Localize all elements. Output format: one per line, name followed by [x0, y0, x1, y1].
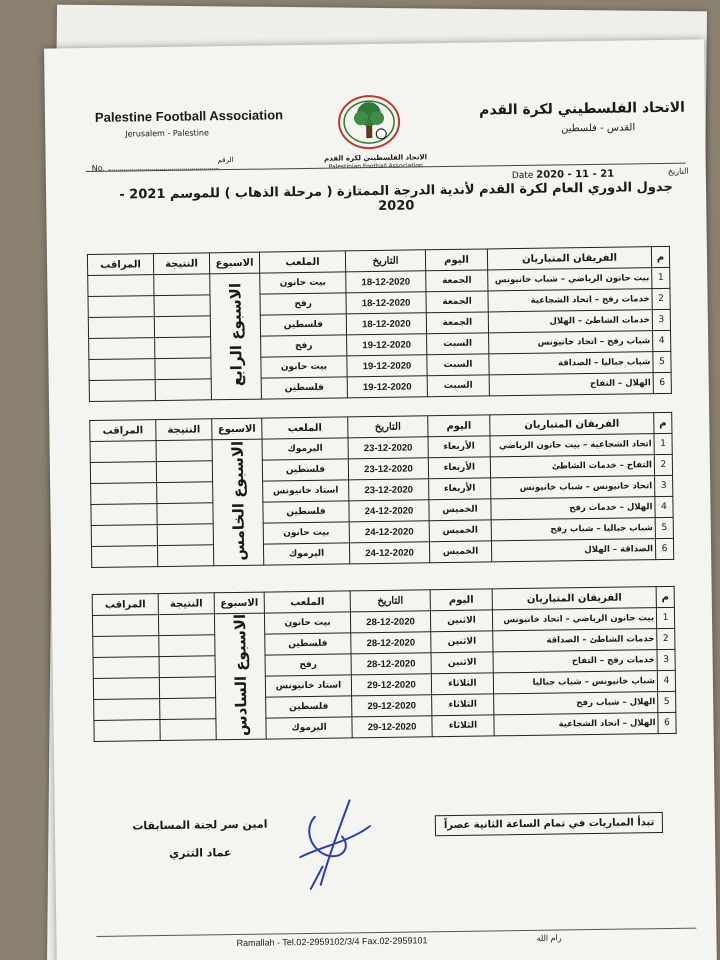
- result-cell: [157, 482, 213, 504]
- match-teams: خدمات رفح – التفاح: [493, 650, 657, 673]
- match-date: 23-12-2020: [348, 437, 428, 459]
- observer-cell: [91, 525, 157, 547]
- match-date: 28-12-2020: [350, 611, 430, 633]
- match-number: 2: [652, 288, 670, 309]
- match-day: السبت: [427, 333, 489, 355]
- match-venue: فلسطين: [261, 377, 347, 399]
- observer-cell: [89, 338, 155, 360]
- observer-cell: [90, 441, 156, 463]
- match-teams: الهلال – اتحاد الشجاعية: [494, 713, 658, 736]
- match-teams: بيت حانون الرياضي – شباب خانيونس: [488, 268, 652, 291]
- result-cell: [159, 677, 215, 699]
- observer-cell: [93, 678, 159, 700]
- match-day: الخميس: [429, 520, 491, 542]
- match-day: السبت: [427, 354, 489, 376]
- match-date: 19-12-2020: [347, 376, 427, 398]
- match-venue: فلسطين: [262, 459, 348, 481]
- date-value: 2020 - 11 - 21: [536, 168, 615, 181]
- org-name-en: Palestine Football Association: [94, 107, 284, 125]
- result-cell: [155, 358, 211, 380]
- week-label-cell: [210, 273, 262, 400]
- match-date: 19-12-2020: [347, 334, 427, 356]
- match-number: 1: [656, 607, 674, 628]
- signatory-title: امين سر لجنة المسابقات: [132, 817, 268, 833]
- match-venue: استاد خانيونس: [265, 675, 351, 697]
- document-page: [44, 39, 717, 960]
- match-date: 28-12-2020: [351, 653, 431, 675]
- match-teams: خدمات الشاطئ – الصداقة: [493, 629, 657, 652]
- header-result: النتيجة: [153, 253, 209, 275]
- week-label: الاسبوع الخامس: [228, 440, 248, 561]
- observer-cell: [89, 380, 155, 402]
- header-day: اليوم: [428, 415, 490, 437]
- match-teams: الهلال – خدمات رفح: [491, 497, 655, 520]
- match-date: 18-12-2020: [346, 271, 426, 293]
- observer-cell: [88, 317, 154, 339]
- match-teams: شباب جباليا – الصداقة: [489, 352, 653, 375]
- match-teams: الهلال – التفاح: [489, 373, 653, 396]
- match-number: 3: [652, 309, 670, 330]
- result-cell: [154, 274, 210, 296]
- match-number: 3: [657, 649, 675, 670]
- result-cell: [155, 337, 211, 359]
- match-venue: بيت حانون: [263, 522, 349, 544]
- match-teams: بيت حانون الرياضي – اتحاد خانيونس: [492, 608, 656, 631]
- match-date: 29-12-2020: [352, 716, 432, 738]
- match-venue: بيت حانون: [260, 272, 346, 294]
- match-teams: اتحاد الشجاعية – بيت حانون الرياضي: [490, 434, 654, 457]
- header-week: الاسبوع: [214, 592, 264, 614]
- org-location-en: Jerusalem - Palestine: [125, 128, 209, 139]
- match-teams: الهلال – شباب رفح: [494, 692, 658, 715]
- match-number: 1: [654, 433, 672, 454]
- observer-cell: [88, 296, 154, 318]
- match-number: 6: [655, 538, 673, 559]
- match-date: 28-12-2020: [351, 632, 431, 654]
- match-teams: اتحاد خانيونس – شباب خانيونس: [491, 476, 655, 499]
- result-cell: [160, 719, 216, 741]
- header-week: الاسبوع: [212, 418, 262, 440]
- match-teams: شباب جباليا – شباب رفح: [491, 518, 655, 541]
- match-number: 5: [658, 691, 676, 712]
- observer-cell: [89, 359, 155, 381]
- match-number: 4: [655, 496, 673, 517]
- header-teams: الفريقان المتباريان: [490, 413, 654, 436]
- result-cell: [154, 316, 210, 338]
- match-day: الأربعاء: [428, 457, 490, 479]
- week-label: الاسبوع الرابع: [225, 283, 246, 387]
- header-day: اليوم: [430, 589, 492, 611]
- observer-cell: [93, 657, 159, 679]
- raqm-label: الرقم: [217, 155, 234, 165]
- match-date: 24-12-2020: [349, 500, 429, 522]
- handwritten-signature: [280, 796, 381, 892]
- header-num: م: [651, 246, 669, 267]
- match-date: 29-12-2020: [352, 695, 432, 717]
- org-location-ar: القدس - فلسطين: [560, 122, 636, 135]
- match-venue: فلسطين: [265, 633, 351, 655]
- match-number: 6: [653, 372, 671, 393]
- header-week: الاسبوع: [209, 252, 259, 274]
- match-teams: شباب رفح – اتحاد خانيونس: [489, 331, 653, 354]
- match-teams: التفاح – خدمات الشاطئ: [490, 455, 654, 478]
- org-name-ar: الاتحاد الفلسطيني لكرة القدم: [479, 99, 686, 119]
- no-label: No.: [91, 163, 106, 173]
- header-result: النتيجة: [158, 593, 214, 615]
- match-venue: فلسطين: [263, 501, 349, 523]
- match-date: 24-12-2020: [349, 521, 429, 543]
- match-number: 6: [658, 712, 676, 733]
- header-teams: الفريقان المتباريان: [487, 247, 651, 270]
- match-day: الجمعة: [426, 291, 488, 313]
- signatory-name: عماد التتري: [169, 846, 232, 860]
- document-date: [512, 169, 614, 181]
- match-date: 23-12-2020: [348, 458, 428, 480]
- result-cell: [154, 295, 210, 317]
- header-day: اليوم: [425, 249, 487, 271]
- observer-cell: [92, 615, 158, 637]
- match-date: 24-12-2020: [349, 542, 429, 564]
- pfa-logo-icon: [337, 94, 402, 151]
- match-venue: اليرموك: [266, 717, 352, 739]
- match-venue: استاد خانيونس: [263, 480, 349, 502]
- match-day: الثلاثاء: [432, 694, 494, 716]
- week-table: [92, 586, 677, 742]
- header-date: التاريخ: [345, 250, 425, 272]
- observer-cell: [93, 636, 159, 658]
- header-result: النتيجة: [156, 419, 212, 441]
- week-table: [89, 412, 674, 568]
- header-num: م: [654, 412, 672, 433]
- result-cell: [159, 656, 215, 678]
- match-venue: بيت حانون: [264, 612, 350, 634]
- match-date: 23-12-2020: [349, 479, 429, 501]
- footer-city-ar: رام الله: [536, 933, 562, 943]
- match-day: الخميس: [429, 499, 491, 521]
- match-number: 3: [655, 475, 673, 496]
- match-number: 1: [652, 267, 670, 288]
- header-teams: الفريقان المتباريان: [492, 587, 656, 610]
- match-venue: فلسطين: [266, 696, 352, 718]
- match-day: الخميس: [429, 541, 491, 563]
- match-day: الاثنين: [431, 631, 493, 653]
- match-day: الثلاثاء: [431, 673, 493, 695]
- header-venue: الملعب: [264, 591, 350, 613]
- match-day: الأربعاء: [429, 478, 491, 500]
- match-day: السبت: [427, 375, 489, 397]
- match-day: الجمعة: [426, 270, 488, 292]
- match-venue: اليرموك: [263, 543, 349, 565]
- observer-cell: [94, 720, 160, 742]
- header-observer: المراقب: [92, 594, 158, 616]
- result-cell: [158, 614, 214, 636]
- week-table: [87, 246, 672, 402]
- header-venue: الملعب: [259, 251, 345, 273]
- logo-caption-en: Palestinian Football Association: [328, 162, 423, 171]
- result-cell: [159, 635, 215, 657]
- match-day: الاثنين: [430, 610, 492, 632]
- observer-cell: [90, 462, 156, 484]
- match-day: الاثنين: [431, 652, 493, 674]
- match-date: 18-12-2020: [346, 313, 426, 335]
- match-teams: خدمات الشاطئ – الهلال: [488, 310, 652, 333]
- tarikh-label: التاريخ: [667, 166, 689, 176]
- week-label-cell: [212, 439, 264, 566]
- observer-cell: [91, 483, 157, 505]
- start-time-notice: تبدأ المباريات في تمام الساعة الثانية عصراً: [435, 812, 664, 836]
- match-venue: اليرموك: [262, 438, 348, 460]
- match-venue: فلسطين: [260, 314, 346, 336]
- match-number: 4: [653, 330, 671, 351]
- header-date: التاريخ: [348, 416, 428, 438]
- header-date: التاريخ: [350, 590, 430, 612]
- result-cell: [155, 379, 211, 401]
- match-number: 5: [653, 351, 671, 372]
- header-num: م: [656, 586, 674, 607]
- observer-cell: [91, 546, 157, 568]
- date-label: Date: [511, 170, 534, 182]
- logo-caption-ar: الاتحاد الفلسطيني لكرة القدم: [324, 153, 428, 163]
- result-cell: [157, 524, 213, 546]
- week-label-cell: [214, 613, 266, 740]
- result-cell: [156, 461, 212, 483]
- observer-cell: [88, 275, 154, 297]
- match-teams: الصداقة – الهلال: [491, 539, 655, 562]
- match-day: الجمعة: [426, 312, 488, 334]
- match-number: 5: [655, 517, 673, 538]
- match-teams: خدمات رفح – اتحاد الشجاعية: [488, 289, 652, 312]
- match-day: الأربعاء: [428, 436, 490, 458]
- match-venue: رفح: [261, 335, 347, 357]
- match-date: 29-12-2020: [351, 674, 431, 696]
- week-label: الاسبوع السادس: [230, 613, 251, 737]
- match-venue: بيت حانون: [261, 356, 347, 378]
- footer-contact: Ramallah - Tel.02-2959102/3/4 Fax.02-2959101: [236, 935, 428, 949]
- result-cell: [157, 503, 213, 525]
- result-cell: [157, 545, 213, 567]
- observer-cell: [94, 699, 160, 721]
- match-venue: رفح: [260, 293, 346, 315]
- match-teams: شباب خانيونس – شباب جباليا: [493, 671, 657, 694]
- result-cell: [156, 440, 212, 462]
- match-number: 2: [657, 628, 675, 649]
- match-date: 18-12-2020: [346, 292, 426, 314]
- match-number: 4: [657, 670, 675, 691]
- match-day: الثلاثاء: [432, 715, 494, 737]
- result-cell: [160, 698, 216, 720]
- header-observer: المراقب: [90, 420, 156, 442]
- schedule-title: جدول الدوري العام لكرة القدم لأندية الدرجة الممتازة ( مرحلة الذهاب ) للموسم 2021 - 2020: [119, 179, 673, 214]
- header-venue: الملعب: [262, 417, 348, 439]
- match-date: 19-12-2020: [347, 355, 427, 377]
- match-number: 2: [654, 454, 672, 475]
- observer-cell: [91, 504, 157, 526]
- match-venue: رفح: [265, 654, 351, 676]
- header-observer: المراقب: [87, 254, 153, 276]
